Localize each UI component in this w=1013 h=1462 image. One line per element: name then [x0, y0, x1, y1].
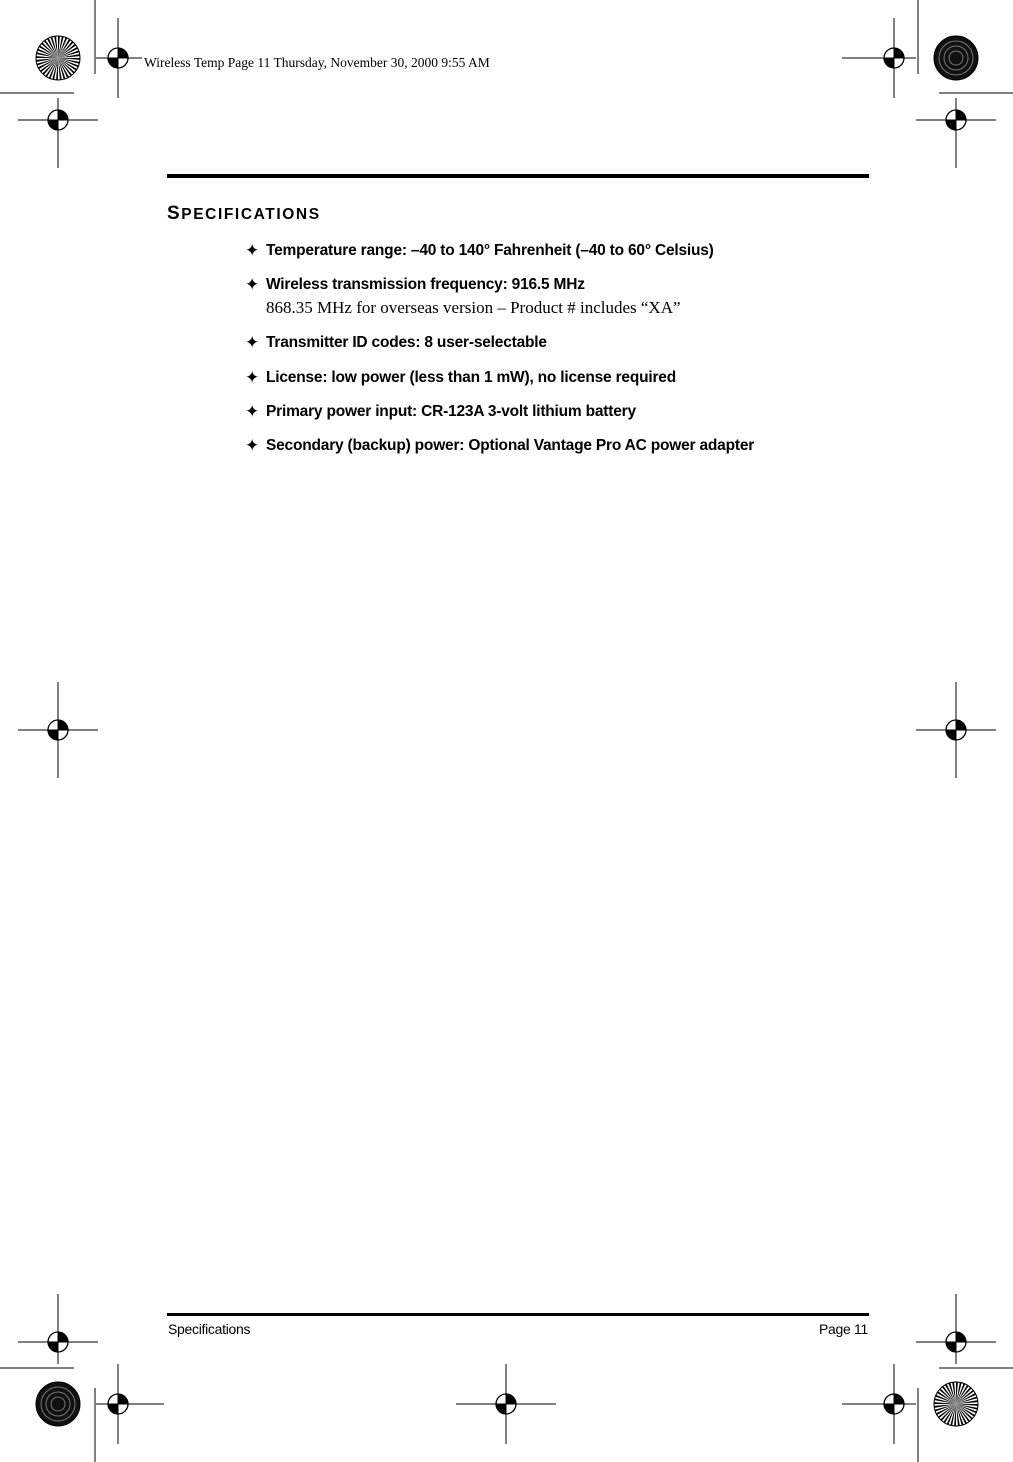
spec-note: 868.35 MHz for overseas version – Product # includes “XA”	[266, 298, 681, 317]
star-target-mark	[934, 1382, 978, 1426]
spec-text: Temperature range: –40 to 140° Fahrenheit (–40 to 60° Celsius)	[266, 242, 714, 259]
bullet-icon: ✦	[245, 436, 260, 455]
footer-rule	[167, 1313, 869, 1316]
section-title	[167, 203, 321, 225]
star-target-mark	[36, 36, 80, 80]
spec-text: Primary power input: CR-123A 3-volt lithium battery	[266, 403, 636, 420]
bullet-icon: ✦	[245, 402, 260, 421]
footer-page-number: Page 11	[818, 1321, 868, 1337]
header-rule	[167, 174, 869, 178]
bullet-icon: ✦	[245, 241, 260, 260]
print-slug-line: Wireless Temp Page 11 Thursday, November 30, 2000 9:55 AM	[144, 55, 490, 70]
section-title-initial: S	[167, 203, 182, 224]
bullet-icon: ✦	[245, 368, 260, 387]
spec-text: Wireless transmission frequency: 916.5 MHz	[266, 276, 585, 293]
footer-section-name: Specifications	[168, 1321, 251, 1337]
spec-text: Secondary (backup) power: Optional Vantage Pro AC power adapter	[266, 437, 755, 454]
bullet-icon: ✦	[245, 275, 260, 294]
section-title-rest: PECIFICATIONS	[181, 206, 321, 223]
spec-text: Transmitter ID codes: 8 user-selectable	[266, 334, 547, 351]
bullet-icon: ✦	[245, 333, 260, 352]
spec-text: License: low power (less than 1 mW), no license required	[266, 369, 676, 386]
